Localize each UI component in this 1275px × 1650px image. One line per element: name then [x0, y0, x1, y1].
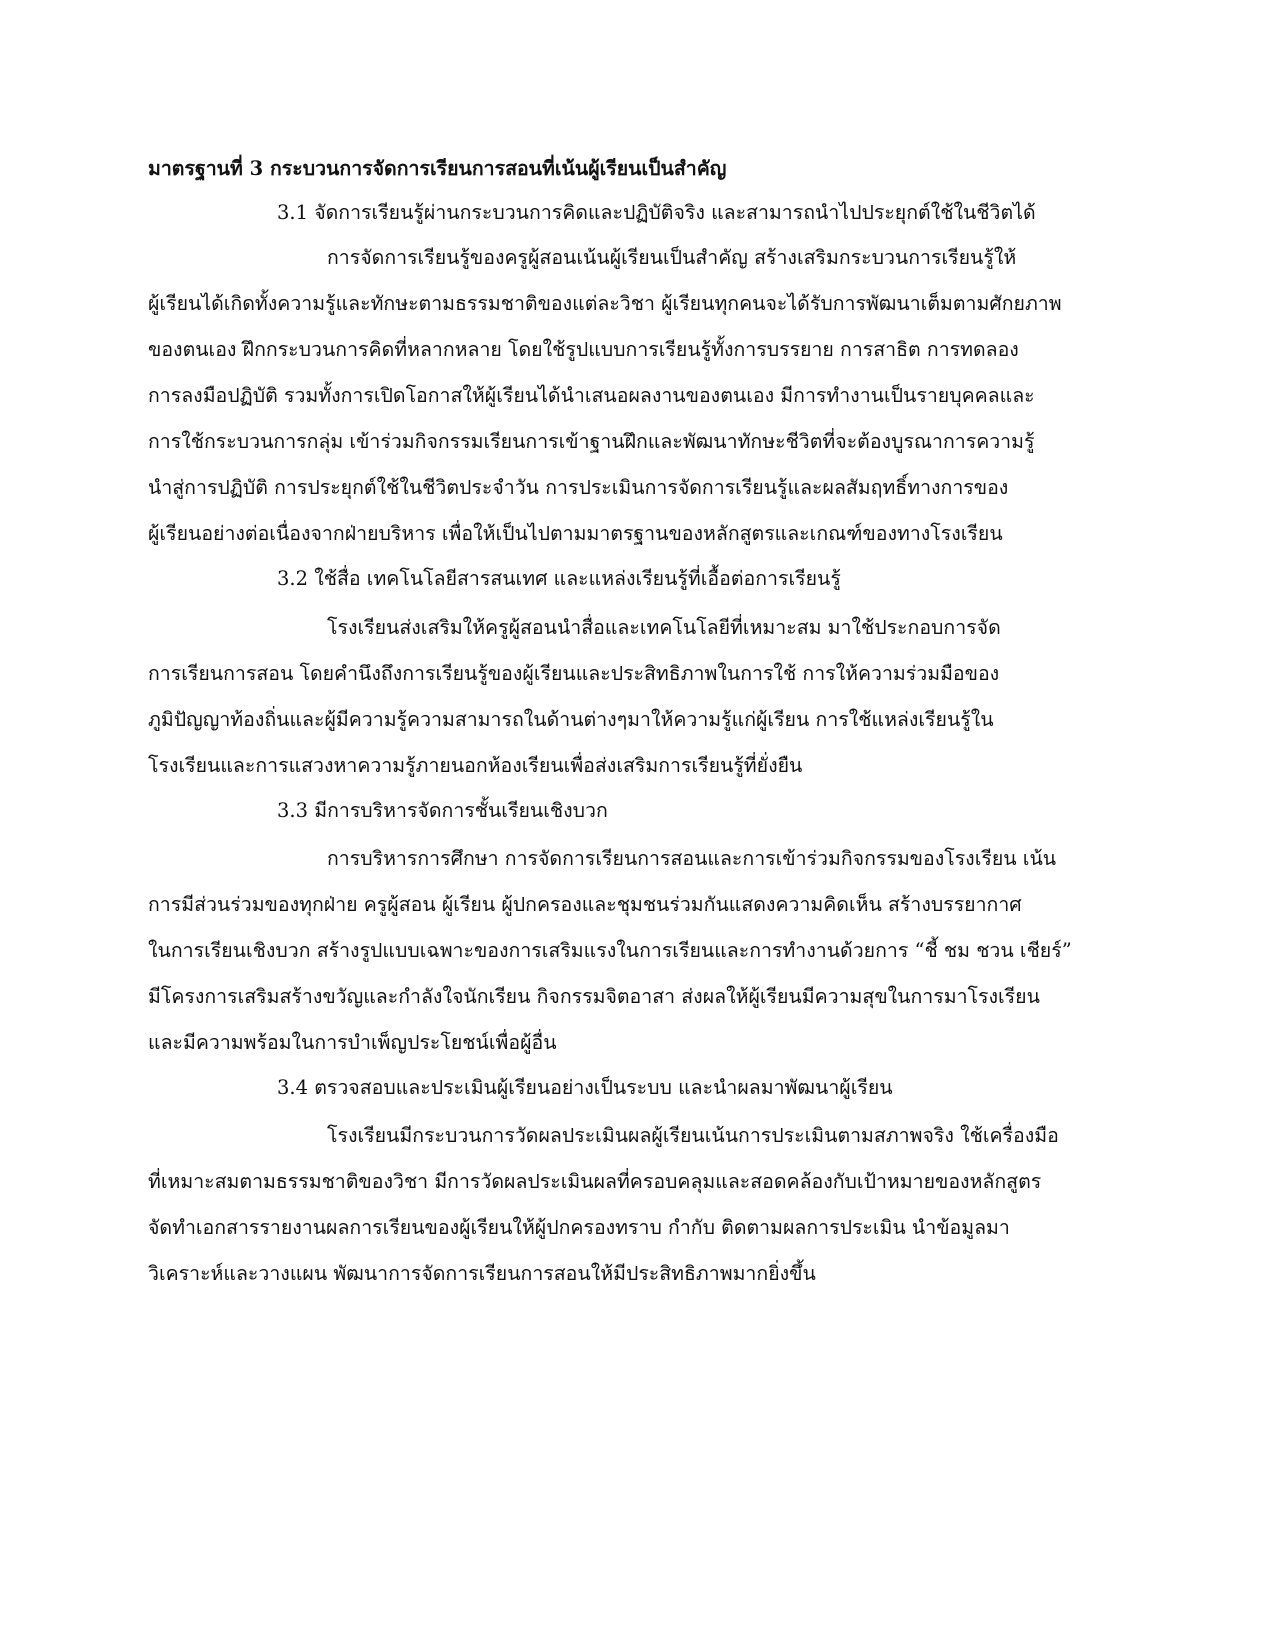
paragraph-line: การลงมือปฏิบัติ รวมทั้งการเปิดโอกาสให้ผู้เรียนได้นำเสนอผลงานของตนเอง มีการทำงานเป็นรายบุคคลและ [148, 384, 1035, 407]
paragraph-line: จัดทำเอกสารรายงานผลการเรียนของผู้เรียนให้ผู้ปกครองทราบ กำกับ ติดตามผลการประเมิน นำข้อมูลมา [148, 1216, 1010, 1239]
page-heading: มาตรฐานที่ 3 กระบวนการจัดการเรียนการสอนที่เน้นผู้เรียนเป็นสำคัญ [148, 157, 727, 180]
paragraph-line: การจัดการเรียนรู้ของครูผู้สอนเน้นผู้เรียนเป็นสำคัญ สร้างเสริมกระบวนการเรียนรู้ให้ [327, 246, 1017, 269]
paragraph-line: ผู้เรียนอย่างต่อเนื่องจากฝ่ายบริหาร เพื่อให้เป็นไปตามมาตรฐานของหลักสูตรและเกณฑ์ของทางโรงเรียน [148, 522, 1003, 545]
paragraph-line: มีโครงการเสริมสร้างขวัญและกำลังใจนักเรียน กิจกรรมจิตอาสา ส่งผลให้ผู้เรียนมีความสุขในการมาโรงเรียน [148, 985, 1040, 1008]
paragraph-line: วิเคราะห์และวางแผน พัฒนาการจัดการเรียนการสอนให้มีประสิทธิภาพมากยิ่งขึ้น [148, 1262, 816, 1285]
paragraph-line: ของตนเอง ฝึกกระบวนการคิดที่หลากหลาย โดยใช้รูปแบบการเรียนรู้ทั้งการบรรยาย การสาธิต การทดลอง [148, 338, 1019, 361]
paragraph-line: การเรียนการสอน โดยคำนึงถึงการเรียนรู้ของผู้เรียนและประสิทธิภาพในการใช้ การให้ความร่วมมือของ [148, 662, 1000, 685]
paragraph-line: โรงเรียนมีกระบวนการวัดผลประเมินผลผู้เรียนเน้นการประเมินตามสภาพจริง ใช้เครื่องมือ [327, 1124, 1059, 1147]
section-3-4-title: 3.4 ตรวจสอบและประเมินผู้เรียนอย่างเป็นระบบ และนำผลมาพัฒนาผู้เรียน [277, 1076, 893, 1099]
paragraph-line: ภูมิปัญญาท้องถิ่นและผู้มีความรู้ความสามารถในด้านต่างๆมาให้ความรู้แก่ผู้เรียน การใช้แหล่งเรียนรู้ใน [148, 708, 994, 731]
paragraph-line: การมีส่วนร่วมของทุกฝ่าย ครูผู้สอน ผู้เรียน ผู้ปกครองและชุมชนร่วมกันแสดงความคิดเห็น สร้างบรรยากาศ [148, 893, 1022, 916]
paragraph-line: ในการเรียนเชิงบวก สร้างรูปแบบเฉพาะของการเสริมแรงในการเรียนและการทำงานด้วยการ “ชี้ ชม ชวน เชียร์” [148, 939, 1072, 962]
paragraph-line: ผู้เรียนได้เกิดทั้งความรู้และทักษะตามธรรมชาติของแต่ละวิชา ผู้เรียนทุกคนจะได้รับการพัฒนาเต็มตามศักยภาพ [148, 292, 1062, 315]
paragraph-line: นำสู่การปฏิบัติ การประยุกต์ใช้ในชีวิตประจำวัน การประเมินการจัดการเรียนรู้และผลสัมฤทธิ์ทางการของ [148, 476, 1009, 499]
paragraph-line: การใช้กระบวนการกลุ่ม เข้าร่วมกิจกรรมเรียนการเข้าฐานฝึกและพัฒนาทักษะชีวิตที่จะต้องบูรณาการความรู้ [148, 430, 1035, 453]
paragraph-line: โรงเรียนส่งเสริมให้ครูผู้สอนนำสื่อและเทคโนโลยีที่เหมาะสม มาใช้ประกอบการจัด [327, 616, 1001, 639]
paragraph-line: และมีความพร้อมในการบำเพ็ญประโยชน์เพื่อผู้อื่น [148, 1031, 557, 1054]
paragraph-line: โรงเรียนและการแสวงหาความรู้ภายนอกห้องเรียนเพื่อส่งเสริมการเรียนรู้ที่ยั่งยืน [148, 754, 803, 777]
section-3-3-title: 3.3 มีการบริหารจัดการชั้นเรียนเชิงบวก [277, 799, 608, 822]
section-3-2-title: 3.2 ใช้สื่อ เทคโนโลยีสารสนเทศ และแหล่งเรียนรู้ที่เอื้อต่อการเรียนรู้ [277, 567, 841, 590]
paragraph-line: ที่เหมาะสมตามธรรมชาติของวิชา มีการวัดผลประเมินผลที่ครอบคลุมและสอดคล้องกับเป้าหมายของหลักสูตร [148, 1170, 1042, 1193]
paragraph-line: การบริหารการศึกษา การจัดการเรียนการสอนและการเข้าร่วมกิจกรรมของโรงเรียน เน้น [327, 847, 1057, 870]
section-3-1-title: 3.1 จัดการเรียนรู้ผ่านกระบวนการคิดและปฏิบัติจริง และสามารถนำไปประยุกต์ใช้ในชีวิตได้ [277, 201, 1036, 224]
